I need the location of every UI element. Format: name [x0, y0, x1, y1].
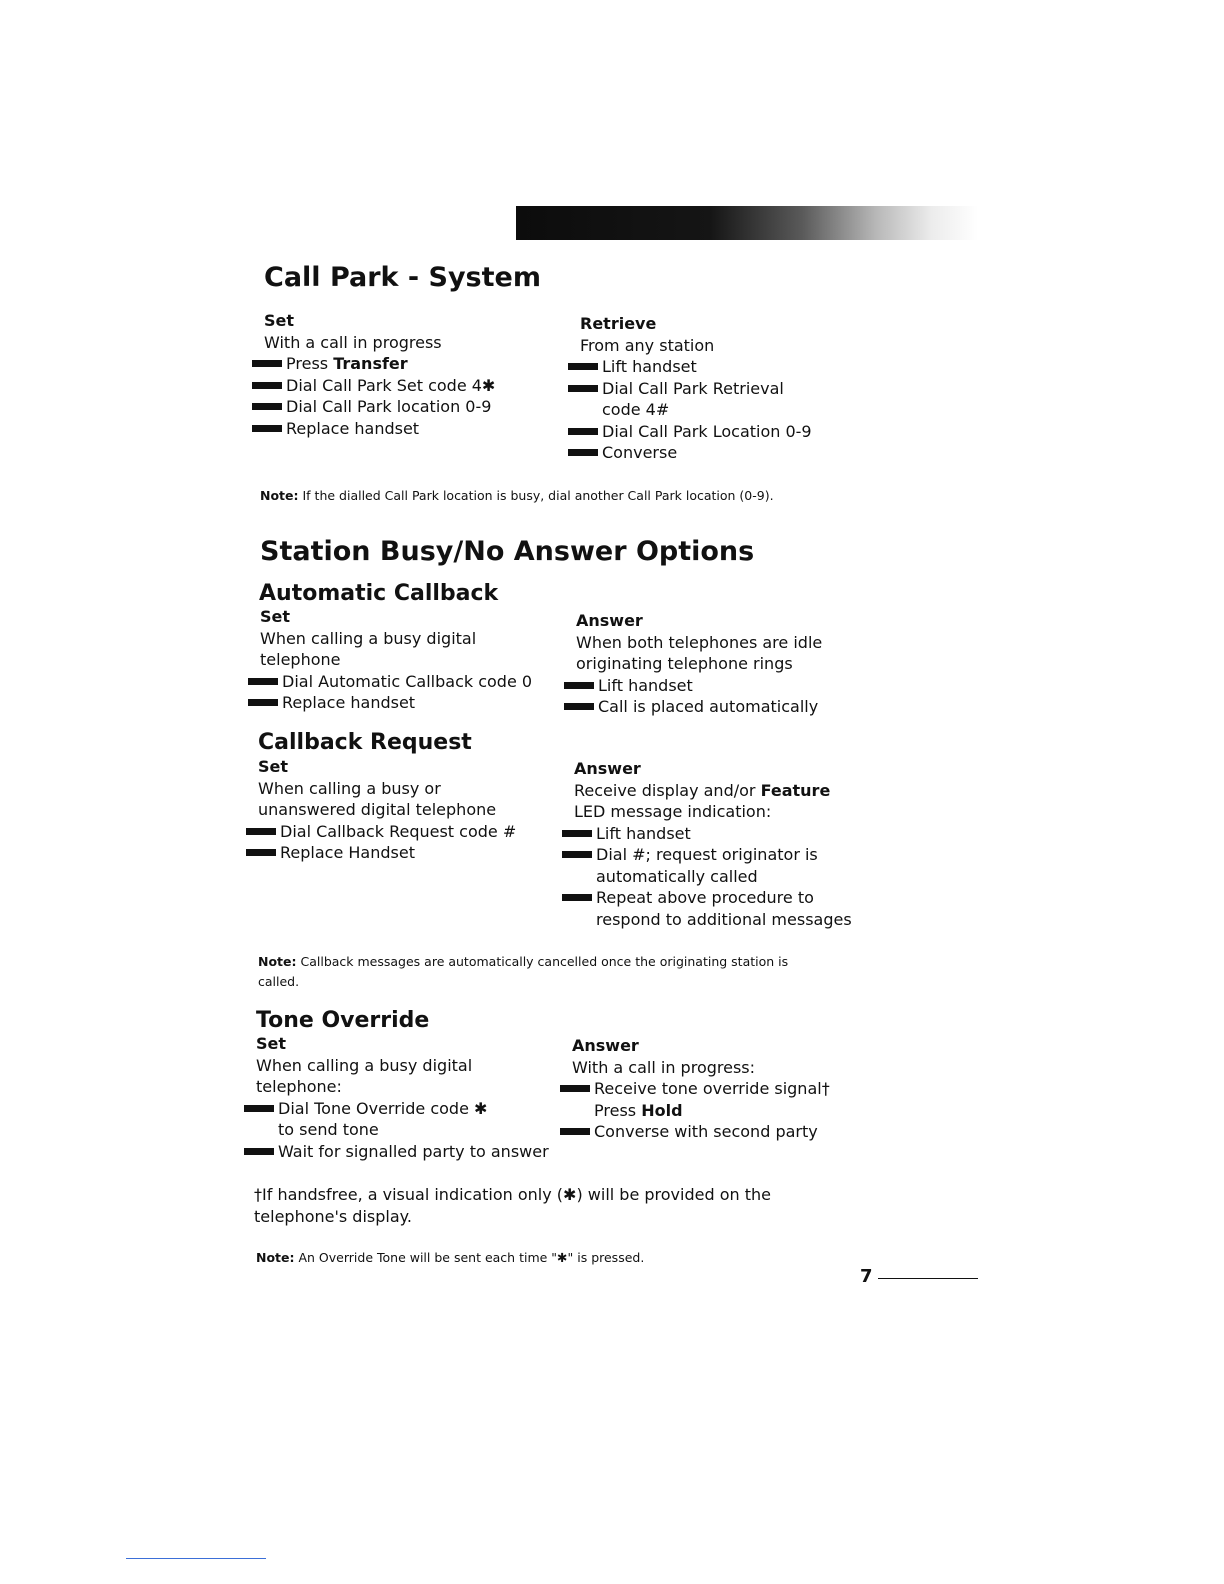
list-item: [564, 696, 822, 718]
list-item: [568, 442, 812, 464]
set-label: Set: [258, 757, 289, 776]
step-text-continued: code 4#: [602, 400, 670, 419]
step-text: Lift handset: [596, 823, 691, 843]
callback-request-set-column: [246, 756, 516, 864]
step-text: Repeat above procedure to: [596, 888, 814, 907]
call-park-set-label: Set: [264, 311, 295, 330]
list-item: [568, 421, 812, 443]
call-park-note: [260, 486, 774, 506]
list-item: [252, 353, 495, 375]
list-item: [562, 887, 852, 930]
call-park-retrieve-steps: [568, 356, 812, 464]
list-item: [248, 692, 532, 714]
step-text: Dial Callback Request code #: [280, 821, 517, 841]
answer-label: Answer: [572, 1036, 639, 1055]
step-text: Dial Tone Override code ✱: [278, 1098, 488, 1118]
call-park-title: Call Park - System: [264, 262, 541, 293]
answer-intro: [574, 780, 852, 802]
tone-override-title: Tone Override: [256, 1008, 430, 1033]
list-item: [248, 671, 532, 693]
answer-label: Answer: [576, 611, 643, 630]
callback-request-set-steps: [246, 821, 516, 864]
list-item: [246, 842, 516, 864]
bottom-rule: [126, 1558, 266, 1559]
set-intro: telephone:: [256, 1077, 342, 1096]
step-text: Dial #; request originator is: [596, 845, 818, 864]
call-park-set-intro: With a call in progress: [264, 332, 442, 352]
note-text-continued: called.: [258, 974, 300, 989]
note-label: Note:: [256, 1250, 295, 1265]
step-text-pre: Press: [594, 1100, 642, 1120]
step-text: Press: [286, 354, 334, 373]
note-label: Note:: [258, 954, 297, 969]
step-text: Call is placed automatically: [598, 697, 819, 716]
tone-override-answer-steps: [560, 1078, 830, 1143]
callback-request-answer-steps: [562, 823, 852, 931]
step-text-continued: [594, 1100, 830, 1122]
list-item: [564, 675, 822, 697]
page-number-rule: [878, 1278, 978, 1279]
list-item: [560, 1121, 830, 1143]
set-intro: telephone: [260, 650, 341, 669]
set-intro: When calling a busy digital: [256, 1055, 473, 1075]
step-text-continued: automatically called: [596, 866, 758, 886]
handsfree-footnote: [254, 1184, 771, 1228]
step-text: Lift handset: [598, 675, 693, 695]
step-text: Replace handset: [282, 693, 416, 712]
step-text: Wait for signalled party to answer: [278, 1141, 549, 1161]
set-label: Set: [260, 607, 291, 626]
footnote-text-continued: telephone's display.: [254, 1207, 412, 1226]
step-text: Converse: [602, 443, 678, 462]
note-text: An Override Tone will be sent each time "✱" is pressed.: [294, 1250, 645, 1265]
answer-intro-text: Receive display and/or: [574, 780, 761, 800]
list-item: [562, 823, 852, 845]
automatic-callback-answer-steps: [564, 675, 822, 718]
tone-override-answer-column: [560, 1035, 830, 1143]
list-item: [568, 356, 812, 378]
callback-request-answer-column: [562, 758, 852, 930]
tone-override-set-steps: [244, 1098, 549, 1163]
callback-note: [258, 952, 788, 992]
set-label: Set: [256, 1034, 287, 1053]
list-item: [560, 1078, 830, 1121]
hold-key-label: Hold: [641, 1100, 683, 1120]
answer-label: Answer: [574, 759, 641, 778]
step-text: Receive tone override signal†: [594, 1079, 830, 1098]
set-intro: When calling a busy or: [258, 778, 441, 798]
transfer-key-label: Transfer: [333, 354, 408, 373]
list-item: [562, 844, 852, 887]
step-text: Dial Automatic Callback code 0: [282, 671, 533, 691]
call-park-retrieve-column: [568, 313, 812, 464]
automatic-callback-set-steps: [248, 671, 532, 714]
list-item: [568, 378, 812, 421]
step-text: Lift handset: [602, 357, 697, 376]
answer-intro: When both telephones are idle: [576, 632, 823, 652]
answer-intro: originating telephone rings: [576, 654, 793, 673]
set-intro: When calling a busy digital: [260, 628, 477, 648]
station-busy-title: Station Busy/No Answer Options: [260, 536, 755, 567]
automatic-callback-set-column: [248, 606, 532, 714]
step-text: Dial Call Park Set code 4✱: [286, 375, 496, 395]
step-text-continued: respond to additional messages: [596, 909, 852, 929]
answer-intro: LED message indication:: [574, 802, 772, 821]
note-label: Note:: [260, 488, 299, 503]
list-item: [252, 418, 495, 440]
list-item: [252, 375, 495, 397]
step-text: Replace handset: [286, 418, 420, 438]
note-text: If the dialled Call Park location is busy, dial another Call Park location (0-9).: [298, 488, 774, 503]
call-park-set-steps: [252, 353, 495, 439]
list-item: [252, 396, 495, 418]
list-item: [244, 1098, 549, 1141]
step-text: Dial Call Park Retrieval: [602, 378, 784, 398]
step-text: Dial Call Park Location 0-9: [602, 421, 812, 441]
step-text: Converse with second party: [594, 1122, 818, 1141]
header-band: [516, 206, 978, 240]
tone-override-set-column: [244, 1033, 549, 1162]
automatic-callback-title: Automatic Callback: [259, 581, 499, 606]
call-park-retrieve-label: Retrieve: [580, 314, 657, 333]
call-park-retrieve-intro: From any station: [580, 335, 715, 355]
tone-override-note: [256, 1248, 644, 1268]
feature-key-label: Feature: [760, 780, 831, 800]
set-intro: unanswered digital telephone: [258, 800, 497, 819]
step-text: Dial Call Park location 0-9: [286, 397, 492, 416]
callback-request-title: Callback Request: [258, 730, 472, 755]
footnote-text: †If handsfree, a visual indication only (✱) will be provided on the: [254, 1185, 771, 1204]
step-text-continued: to send tone: [278, 1120, 379, 1139]
call-park-set-column: [252, 310, 495, 439]
note-text: Callback messages are automatically cancelled once the originating station is: [296, 954, 789, 969]
step-text: Replace Handset: [280, 843, 415, 862]
list-item: [246, 821, 516, 843]
automatic-callback-answer-column: [564, 610, 822, 718]
answer-intro: With a call in progress:: [572, 1057, 756, 1077]
page-number: 7: [860, 1266, 873, 1287]
list-item: [244, 1141, 549, 1163]
